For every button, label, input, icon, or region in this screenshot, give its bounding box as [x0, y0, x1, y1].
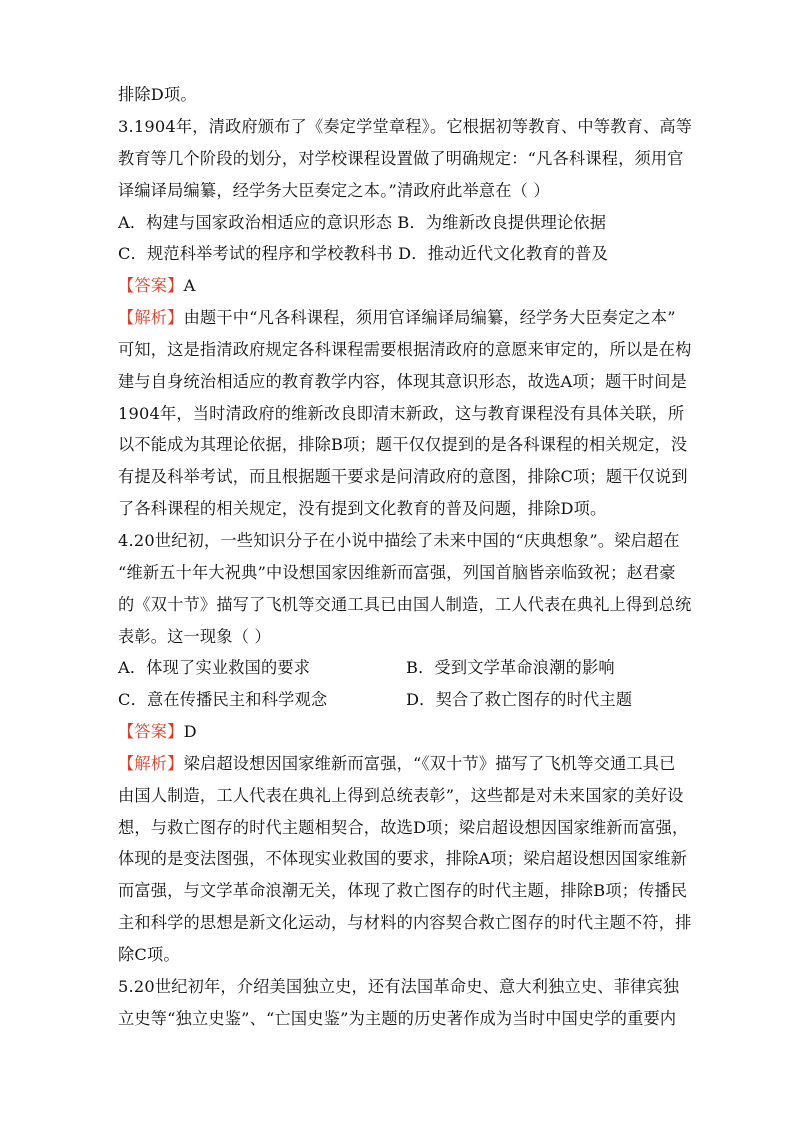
text-line: 想，与救亡图存的时代主题相契合，故选D项；梁启超设想因国家维新而富强，	[118, 818, 689, 837]
question-3-stem: 3.1904年，清政府颁布了《奏定学堂章程》。它根据初等教育、中等教育、高等	[118, 117, 693, 136]
question-4-option-a: A．体现了实业救国的要求	[118, 658, 311, 677]
text-line: 由国人制造，工人代表在典礼上得到总统表彰”，这些都是对未来国家的美好设	[118, 786, 684, 805]
question-4-analysis	[118, 753, 678, 775]
question-4-stem: 4.20世纪初，一些知识分子在小说中描绘了未来中国的“庆典想象”。梁启超在	[118, 531, 680, 550]
question-3-options-cd: C．规范科举考试的程序和学校教科书 D．推动近代文化教育的普及	[118, 244, 608, 263]
analysis-text: 梁启超设想因国家维新而富强，“《双十节》描写了飞机等交通工具已	[183, 754, 676, 773]
question-5-stem: 5.20世纪初年，介绍美国独立史，还有法国革命史、意大利独立史、菲律宾独	[118, 977, 680, 996]
analysis-text: 由题干中“凡各科课程，须用官译编译局编纂，经学务大臣奏定之本”	[183, 308, 676, 327]
question-3-answer	[118, 275, 678, 297]
text-line: 排除D项。	[118, 85, 197, 104]
text-line: 1904年，当时清政府的维新改良即清末新政，这与教育课程没有具体关联，所	[118, 404, 685, 423]
text-line: 的《双十节》描写了飞机等交通工具已由国人制造，工人代表在典礼上得到总统	[118, 595, 692, 614]
text-line: 表彰。这一现象（ ）	[118, 627, 271, 646]
answer-tag: 【答案】	[118, 276, 184, 295]
text-line: 有提及科举考试，而且根据题干要求是问清政府的意图，排除C项；题干仅说到	[118, 467, 688, 486]
answer-value: D	[183, 722, 197, 741]
text-line: 以不能成为其理论依据，排除B项；题干仅仅提到的是各科课程的相关规定，没	[118, 435, 688, 454]
text-line: 了各科课程的相关规定，没有提到文化教育的普及问题，排除D项。	[118, 499, 607, 518]
text-line: 建与自身统治相适应的教育教学内容，体现其意识形态，故选A项；题干时间是	[118, 372, 688, 391]
text-line: 译编译局编纂，经学务大臣奏定之本。”清政府此举意在（ ）	[118, 181, 550, 200]
text-line: “维新五十年大祝典”中设想国家因维新而富强，列国首脑皆亲临致祝；赵君豪	[118, 563, 676, 582]
text-line: 立史等“独立史鉴”、“亡国史鉴”为主题的历史著作成为当时中国史学的重要内	[118, 1009, 677, 1028]
question-4-option-b: B．受到文学革命浪潮的影响	[406, 658, 615, 677]
analysis-tag: 【解析】	[118, 308, 184, 327]
text-line: 体现的是变法图强，不体现实业救国的要求，排除A项；梁启超设想因国家维新	[118, 849, 688, 868]
question-4-option-d: D．契合了救亡图存的时代主题	[406, 690, 633, 709]
text-line: 而富强，与文学革命浪潮无关，体现了救亡图存的时代主题，排除B项；传播民	[118, 881, 688, 900]
answer-value: A	[183, 276, 196, 295]
text-line: 除C项。	[118, 945, 180, 964]
text-line: 可知，这是指清政府规定各科课程需要根据清政府的意愿来审定的，所以是在构	[118, 340, 692, 359]
question-3-analysis	[118, 307, 678, 329]
question-4-option-c: C．意在传播民主和科学观念	[118, 690, 328, 709]
analysis-tag: 【解析】	[118, 754, 184, 773]
question-3-options-ab: A．构建与国家政治相适应的意识形态 B．为维新改良提供理论依据	[118, 213, 607, 232]
answer-tag: 【答案】	[118, 722, 184, 741]
question-4-answer	[118, 721, 678, 743]
text-line: 主和科学的思想是新文化运动，与材料的内容契合救亡图存的时代主题不符，排	[118, 913, 692, 932]
text-line: 教育等几个阶段的划分，对学校课程设置做了明确规定：“凡各科课程，须用官	[118, 149, 684, 168]
